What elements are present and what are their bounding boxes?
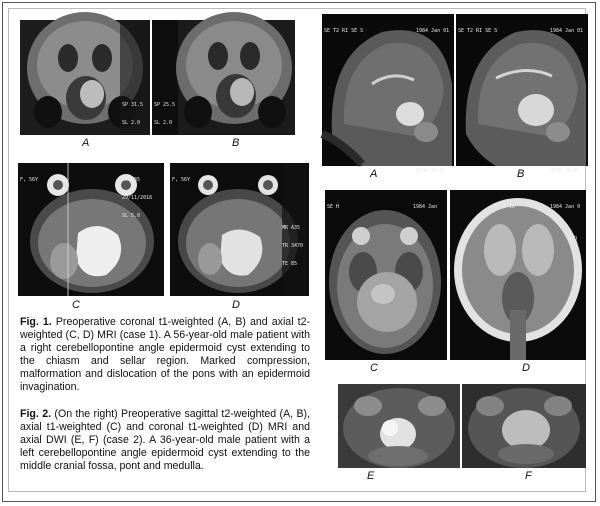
fig2-label-d: D <box>522 362 530 374</box>
fig2-dwi-e <box>338 384 460 468</box>
fig2-d-overlay-2: 1984 Jan 0 <box>550 204 581 210</box>
fig2-panel-e <box>338 384 460 468</box>
fig1-a-overlay-1: SP 31.5 <box>122 102 144 108</box>
fig2-a-overlay-1: SE T2 RI SE S <box>324 28 364 34</box>
fig1-label-b: B <box>232 137 240 149</box>
fig2-a-overlay-3: DFOV 24.0 <box>416 168 444 174</box>
fig1-d-overlay-1: F, 56Y <box>172 177 191 183</box>
fig1-d-overlay-4: TE 85 <box>282 261 298 267</box>
fig1-c-overlay-4: SL 5.0 <box>122 213 141 219</box>
fig2-caption-lead: Fig. 2. <box>20 408 52 420</box>
fig2-b-overlay-2: 1984 Jan 01 <box>550 28 584 34</box>
fig2-label-f: F <box>525 470 532 482</box>
fig2-label-b: B <box>517 168 525 180</box>
fig1-caption-lead: Fig. 1. <box>20 316 52 328</box>
fig2-panel-b <box>456 14 588 174</box>
fig1-c-overlay-2: MR A35 <box>122 177 141 183</box>
fig2-label-a: A <box>370 168 378 180</box>
fig1-label-a: A <box>82 137 90 149</box>
fig2-dwi-f <box>462 384 586 468</box>
fig2-panel-f <box>462 384 586 468</box>
fig2-label-e: E <box>367 470 375 482</box>
fig1-label-d: D <box>232 299 240 311</box>
fig1-c-overlay-1: F, 56Y <box>20 177 39 183</box>
fig1-label-c: C <box>72 299 80 311</box>
fig2-panel-d <box>450 190 586 360</box>
fig1-d-overlay-2: MR A35 <box>282 225 301 231</box>
fig1-panel-d <box>170 163 309 296</box>
fig2-c-overlay-2: 1984 Jan <box>413 204 438 210</box>
fig2-panel-c <box>325 190 447 360</box>
fig1-b-overlay-1: SP 25.5 <box>154 102 176 108</box>
fig2-d-overlay-1: PG R-IR <box>494 204 516 210</box>
fig2-a-overlay-2: 1984 Jan 01 <box>416 28 450 34</box>
fig1-caption-text: Preoperative coronal t1-weighted (A, B) and axial t2-weighted (C, D) MRI (case 1). A 56-year-old male patient with a right cerebellopontine angle epidermoid cyst extending to the chiasm and sellar region. Marked compression, malformation and dislocation of the pons with an epidermoid invagination. <box>20 316 311 393</box>
fig1-caption <box>20 316 310 394</box>
fig1-b-overlay-2: SL 2.0 <box>154 120 173 126</box>
fig2-panel-a <box>322 14 454 174</box>
fig2-label-c: C <box>370 362 378 374</box>
fig2-caption <box>20 408 310 473</box>
fig1-d-overlay-3: TR 3470 <box>282 243 304 249</box>
fig1-panel-a <box>20 20 150 135</box>
fig1-panel-c <box>18 163 164 296</box>
fig2-c-overlay-1: SE H <box>327 204 340 210</box>
fig1-a-overlay-2: SL 2.0 <box>122 120 141 126</box>
fig1-panel-b <box>152 20 295 135</box>
fig2-d-overlay-3: ACQ <box>568 236 578 242</box>
fig1-c-overlay-3: 29/11/2016 <box>122 195 153 201</box>
fig2-b-overlay-1: SE T2 RI SE S <box>458 28 498 34</box>
fig2-b-overlay-3: DFOV 24.0 <box>550 168 578 174</box>
fig2-caption-text: (On the right) Preoperative sagittal t2-weighted (A, B), axial t1-weighted (C) and coronal t1-weighted (D) MRI and axial DWI (E, F) (case 2). A 36-year-old male patient with a left cerebellopontine angle epidermoid cyst extending to the middle cranial fossa, pont and medulla. <box>20 408 310 472</box>
